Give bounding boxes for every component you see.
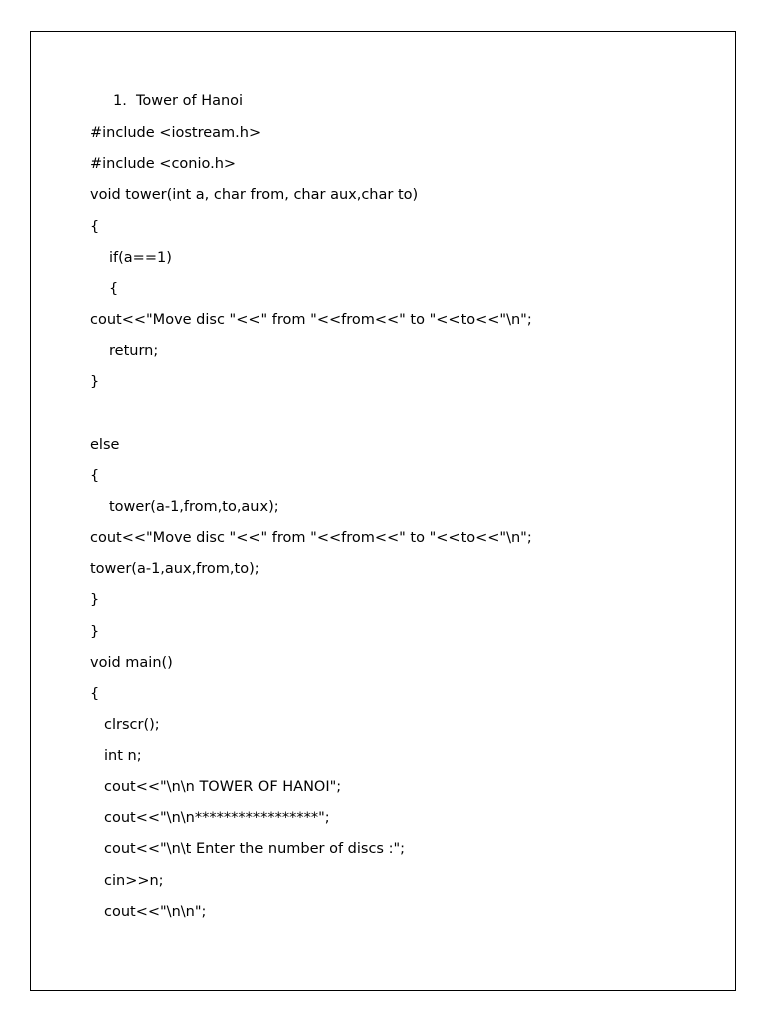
code-line: } [90,374,100,390]
code-line: cout<<"\n\t Enter the number of discs :"; [104,841,406,857]
code-line: void tower(int a, char from, char aux,char to) [90,187,419,203]
code-line: #include <conio.h> [90,156,237,172]
code-line: tower(a-1,from,to,aux); [109,499,279,515]
code-line: } [90,592,100,608]
code-line: cin>>n; [104,873,164,889]
code-line: #include <iostream.h> [90,125,262,141]
code-line: void main() [90,655,173,671]
code-line: { [90,219,100,235]
code-line: cout<<"\n\n*****************"; [104,810,330,826]
code-line: { [90,686,100,702]
code-line: else [90,437,120,453]
code-line: } [90,624,100,640]
code-line: { [90,468,100,484]
code-line: return; [109,343,159,359]
heading-title: Tower of Hanoi [136,93,244,109]
code-line: tower(a-1,aux,from,to); [90,561,260,577]
code-line: int n; [104,748,142,764]
code-line: cout<<"Move disc "<<" from "<<from<<" to "<<to<<"\n"; [90,530,532,546]
code-line: clrscr(); [104,717,160,733]
heading-number: 1. [113,93,127,109]
code-line: cout<<"\n\n"; [104,904,207,920]
code-line: cout<<"\n\n TOWER OF HANOI"; [104,779,342,795]
section-heading [113,92,243,110]
code-line: { [109,281,119,297]
code-line: cout<<"Move disc "<<" from "<<from<<" to "<<to<<"\n"; [90,312,532,328]
code-line: if(a==1) [109,250,172,266]
